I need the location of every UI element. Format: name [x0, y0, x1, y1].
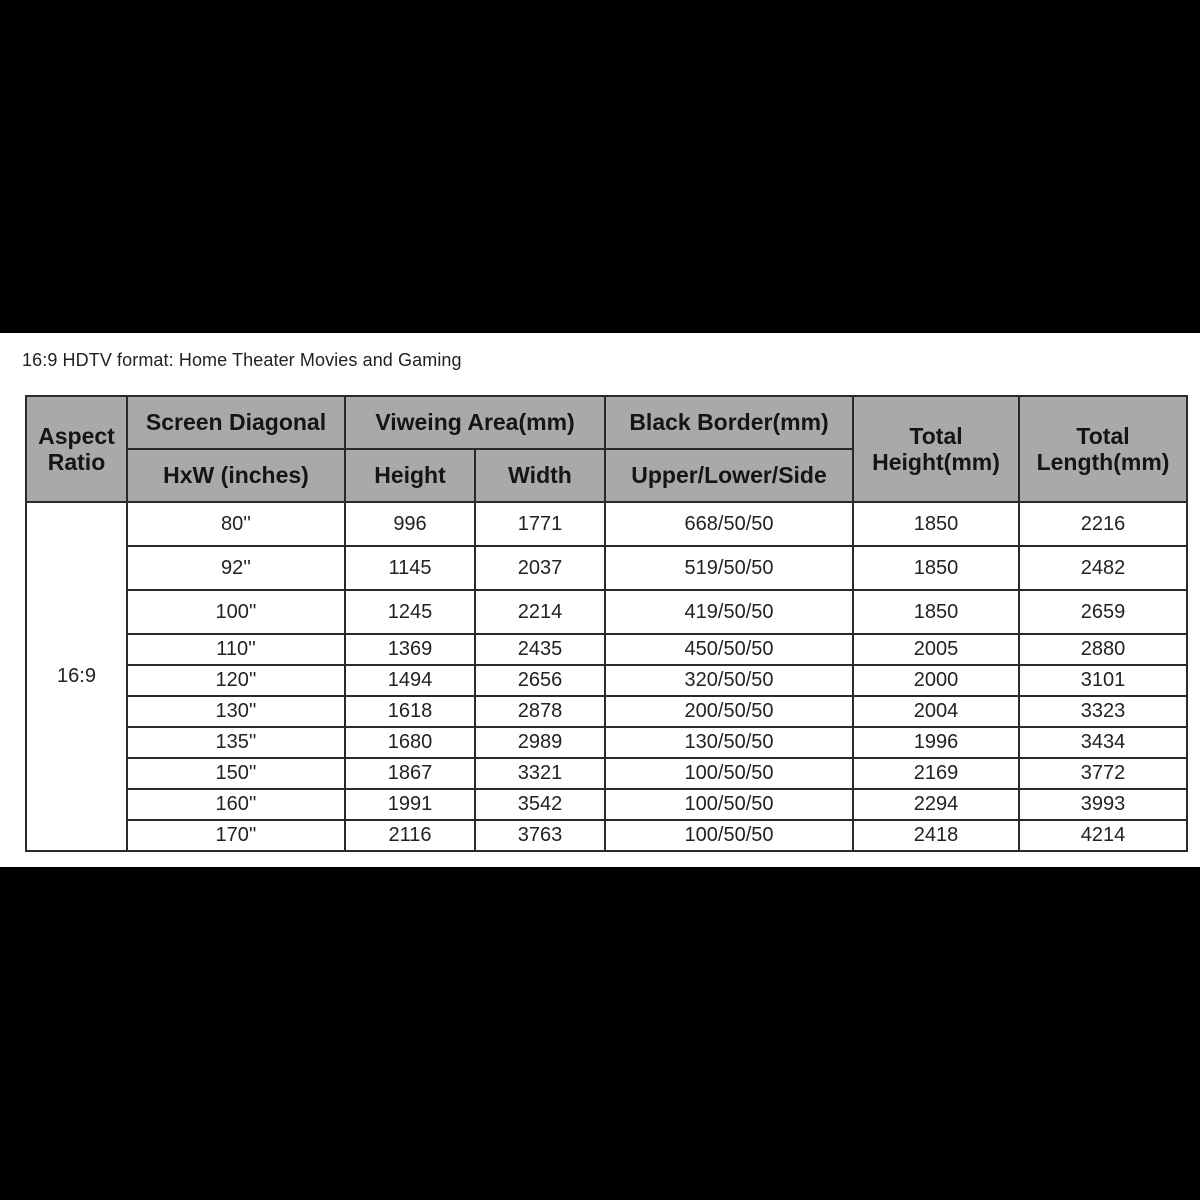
table-row	[26, 502, 1187, 546]
total-length-cell: 2216	[1019, 502, 1187, 546]
width-cell: 1771	[475, 502, 605, 546]
total-length-cell: 3434	[1019, 727, 1187, 758]
screen-size-table	[25, 395, 1188, 852]
border-cell: 450/50/50	[605, 634, 853, 665]
height-cell: 2116	[345, 820, 475, 851]
height-cell: 1991	[345, 789, 475, 820]
total-length-cell: 2880	[1019, 634, 1187, 665]
height-cell: 996	[345, 502, 475, 546]
diagonal-cell: 120''	[127, 665, 345, 696]
diagonal-cell: 92''	[127, 546, 345, 590]
aspect-ratio-cell: 16:9	[26, 502, 127, 851]
width-cell: 3321	[475, 758, 605, 789]
header-viewing-width: Width	[475, 449, 605, 502]
border-cell: 100/50/50	[605, 758, 853, 789]
diagonal-cell: 80''	[127, 502, 345, 546]
table-row	[26, 546, 1187, 590]
total-height-cell: 1850	[853, 502, 1019, 546]
diagonal-cell: 135''	[127, 727, 345, 758]
header-total-length: Total Length(mm)	[1019, 396, 1187, 502]
height-cell: 1494	[345, 665, 475, 696]
diagonal-cell: 170''	[127, 820, 345, 851]
total-length-cell: 2659	[1019, 590, 1187, 634]
total-length-cell: 3772	[1019, 758, 1187, 789]
table-caption: 16:9 HDTV format: Home Theater Movies and Gaming	[22, 350, 462, 370]
header-viewing-area: Viweing Area(mm)	[345, 396, 605, 449]
border-cell: 100/50/50	[605, 820, 853, 851]
header-hxw-inches: HxW (inches)	[127, 449, 345, 502]
height-cell: 1369	[345, 634, 475, 665]
diagonal-cell: 100''	[127, 590, 345, 634]
border-cell: 200/50/50	[605, 696, 853, 727]
diagonal-cell: 130''	[127, 696, 345, 727]
total-height-cell: 1996	[853, 727, 1019, 758]
total-height-cell: 1850	[853, 546, 1019, 590]
total-height-cell: 2000	[853, 665, 1019, 696]
total-height-cell: 2169	[853, 758, 1019, 789]
width-cell: 2435	[475, 634, 605, 665]
border-cell: 668/50/50	[605, 502, 853, 546]
table-row	[26, 789, 1187, 820]
width-cell: 2989	[475, 727, 605, 758]
header-screen-diagonal: Screen Diagonal	[127, 396, 345, 449]
table-row	[26, 665, 1187, 696]
total-height-cell: 2294	[853, 789, 1019, 820]
width-cell: 2214	[475, 590, 605, 634]
total-length-cell: 3101	[1019, 665, 1187, 696]
header-aspect-ratio: Aspect Ratio	[26, 396, 127, 502]
spec-panel	[0, 333, 1200, 867]
total-height-cell: 1850	[853, 590, 1019, 634]
diagonal-cell: 160''	[127, 789, 345, 820]
height-cell: 1680	[345, 727, 475, 758]
border-cell: 100/50/50	[605, 789, 853, 820]
table-row	[26, 634, 1187, 665]
diagonal-cell: 110''	[127, 634, 345, 665]
table-row	[26, 758, 1187, 789]
height-cell: 1145	[345, 546, 475, 590]
border-cell: 130/50/50	[605, 727, 853, 758]
width-cell: 3763	[475, 820, 605, 851]
height-cell: 1245	[345, 590, 475, 634]
width-cell: 2037	[475, 546, 605, 590]
header-upper-lower-side: Upper/Lower/Side	[605, 449, 853, 502]
diagonal-cell: 150''	[127, 758, 345, 789]
total-height-cell: 2418	[853, 820, 1019, 851]
width-cell: 2656	[475, 665, 605, 696]
table-row	[26, 820, 1187, 851]
height-cell: 1618	[345, 696, 475, 727]
border-cell: 419/50/50	[605, 590, 853, 634]
height-cell: 1867	[345, 758, 475, 789]
total-length-cell: 3993	[1019, 789, 1187, 820]
header-total-height: Total Height(mm)	[853, 396, 1019, 502]
header-black-border: Black Border(mm)	[605, 396, 853, 449]
border-cell: 519/50/50	[605, 546, 853, 590]
table-row	[26, 696, 1187, 727]
width-cell: 3542	[475, 789, 605, 820]
total-length-cell: 3323	[1019, 696, 1187, 727]
header-viewing-height: Height	[345, 449, 475, 502]
total-height-cell: 2005	[853, 634, 1019, 665]
table-row	[26, 727, 1187, 758]
total-length-cell: 4214	[1019, 820, 1187, 851]
width-cell: 2878	[475, 696, 605, 727]
table-row	[26, 590, 1187, 634]
border-cell: 320/50/50	[605, 665, 853, 696]
total-height-cell: 2004	[853, 696, 1019, 727]
total-length-cell: 2482	[1019, 546, 1187, 590]
